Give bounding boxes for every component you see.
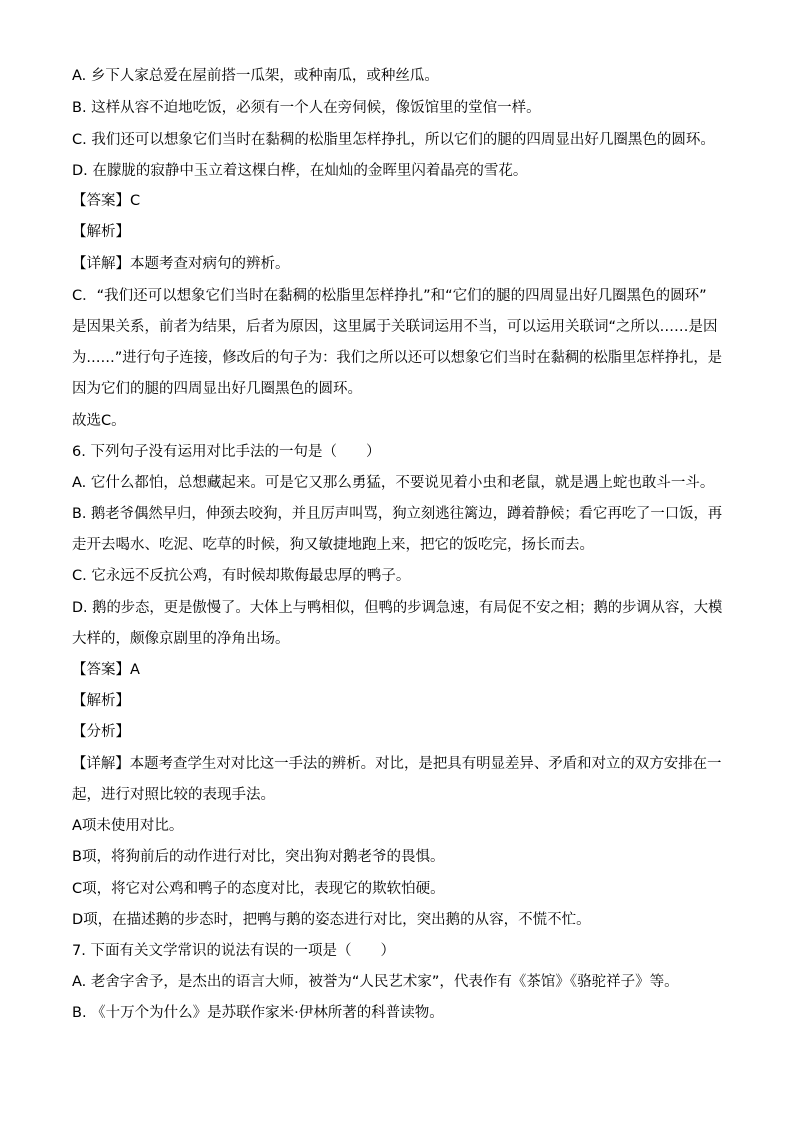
q6-option-b-line-2: 走开去喝水、吃泥、吃草的时候，狗又敏捷地跑上来，把它的饭吃完，扬长而去。 xyxy=(72,537,594,553)
q6-analysis-label: 【解析】 xyxy=(72,693,130,709)
q6-item-b: B项，将狗前后的动作进行对比，突出狗对鹅老爷的畏惧。 xyxy=(72,849,445,865)
q6-fenxi-label: 【分析】 xyxy=(72,724,130,740)
q6-option-a: A. 它什么都怕，总想藏起来。可是它又那么勇猛，不要说见着小虫和老鼠，就是遇上蛇也敢斗一斗。 xyxy=(72,475,715,491)
q5-explanation-line-4: 因为它们的腿的四周显出好几圈黑色的圆环。 xyxy=(72,381,362,397)
q6-option-b-line-1: B. 鹅老爷偶然早归，伸颈去咬狗，并且厉声叫骂，狗立刻逃往篱边，蹲着静候；看它再吃了一口饭，再 xyxy=(72,506,723,522)
q5-option-a: A. 乡下人家总爱在屋前搭一瓜架，或种南瓜，或种丝瓜。 xyxy=(72,68,439,84)
q5-option-d: D. 在朦胧的寂静中玉立着这棵白桦，在灿灿的金晖里闪着晶亮的雪花。 xyxy=(72,163,528,179)
q5-option-b: B. 这样从容不迫地吃饭，必须有一个人在旁伺候，像饭馆里的堂倌一样。 xyxy=(72,100,541,116)
q6-option-d-line-2: 大样的，颇像京剧里的净角出场。 xyxy=(72,631,290,647)
q5-explanation-line-3: 为……”进行句子连接，修改后的句子为：我们之所以还可以想象它们当时在黏稠的松脂里怎样挣扎，是 xyxy=(72,350,722,366)
q5-choose: 故选C。 xyxy=(72,413,126,429)
q5-analysis-label: 【解析】 xyxy=(72,224,130,240)
q7-stem: 7. 下面有关文学常识的说法有误的一项是（ ） xyxy=(72,943,395,959)
q6-detail-line-1: 【详解】本题考查学生对对比这一手法的辨析。对比，是把具有明显差异、矛盾和对立的双方安排在一 xyxy=(72,756,722,772)
q6-answer: 【答案】A xyxy=(72,662,140,678)
q7-option-b: B. 《十万个为什么》是苏联作家米·伊林所著的科普读物。 xyxy=(72,1005,444,1021)
q6-item-a: A项未使用对比。 xyxy=(72,818,184,834)
q6-stem: 6. 下列句子没有运用对比手法的一句是（ ） xyxy=(72,444,381,460)
q5-explanation-line-2: 是因果关系，前者为结果，后者为原因，这里属于关联词运用不当，可以运用关联词“之所以……是因 xyxy=(72,319,718,335)
q6-detail-line-2: 起，进行对照比较的表现手法。 xyxy=(72,787,275,803)
q5-answer: 【答案】C xyxy=(72,193,141,209)
q5-detail: 【详解】本题考查对病句的辨析。 xyxy=(72,256,290,272)
q6-option-c: C. 它永远不反抗公鸡，有时候却欺侮最忠厚的鸭子。 xyxy=(72,568,411,584)
q7-option-a: A. 老舍字舍予，是杰出的语言大师，被誉为“人民艺术家”，代表作有《茶馆》《骆驼祥子》等。 xyxy=(72,974,679,990)
q6-item-c: C项，将它对公鸡和鸭子的态度对比，表现它的欺软怕硬。 xyxy=(72,881,445,897)
q6-item-d: D项，在描述鹅的步态时，把鸭与鹅的姿态进行对比，突出鹅的从容，不慌不忙。 xyxy=(72,912,591,928)
q6-option-d-line-1: D. 鹅的步态，更是傲慢了。大体上与鸭相似，但鸭的步调急速，有局促不安之相；鹅的步调从容，大模 xyxy=(72,600,723,616)
q5-explanation-line-1: C．“我们还可以想象它们当时在黏稠的松脂里怎样挣扎”和“它们的腿的四周显出好几圈黑色的圆环” xyxy=(72,288,707,304)
q5-option-c: C. 我们还可以想象它们当时在黏稠的松脂里怎样挣扎，所以它们的腿的四周显出好几圈黑色的圆环。 xyxy=(72,132,715,148)
